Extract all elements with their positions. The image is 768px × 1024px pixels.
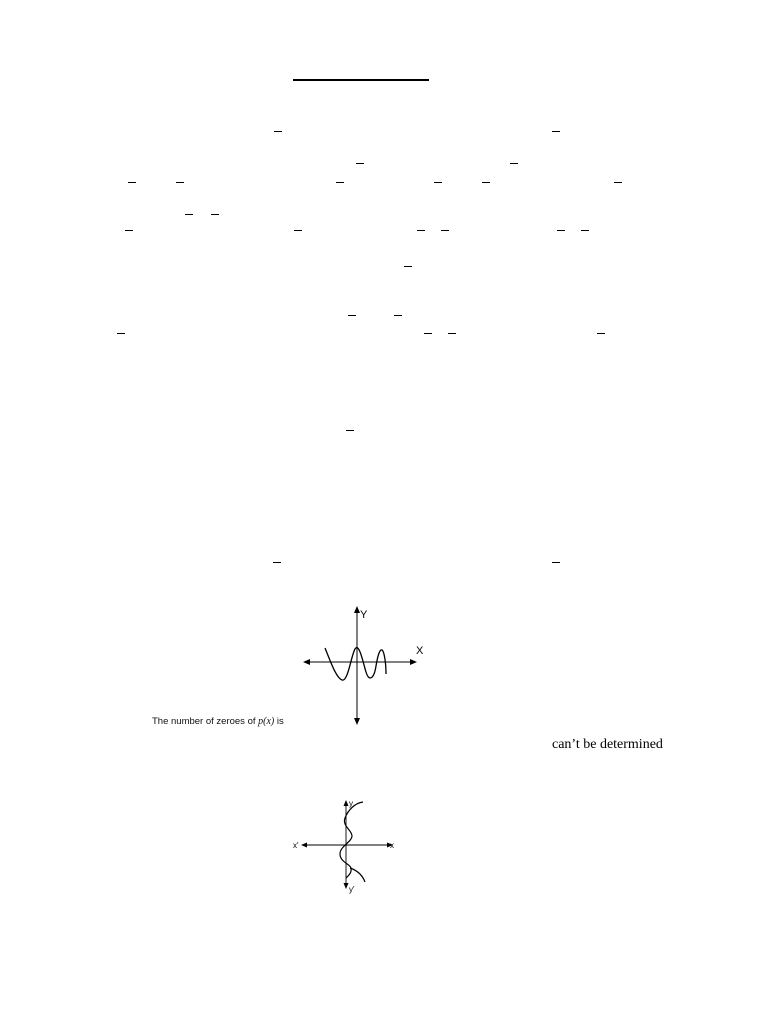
caption-text: The number of zeroes of xyxy=(152,716,259,727)
x-axis xyxy=(303,659,417,665)
polynomial-graph-2 xyxy=(290,796,402,896)
fraction-bar xyxy=(274,131,282,132)
fraction-bar xyxy=(434,182,442,183)
fraction-bar xyxy=(117,333,125,334)
fraction-bar xyxy=(404,266,412,267)
y-axis-label: y xyxy=(349,799,353,808)
y-axis xyxy=(354,606,360,725)
x-axis-label: X xyxy=(416,645,424,657)
fraction-bar xyxy=(356,163,364,164)
fraction-bar xyxy=(273,562,281,563)
fraction-bar xyxy=(510,163,518,164)
fraction-bar xyxy=(441,230,449,231)
fraction-bar xyxy=(557,230,565,231)
fraction-bar xyxy=(128,182,136,183)
fraction-bar xyxy=(482,182,490,183)
fraction-bar xyxy=(552,131,560,132)
fraction-bar xyxy=(614,182,622,183)
y-neg-axis-label: y' xyxy=(349,885,355,894)
fraction-bar xyxy=(125,230,133,231)
polynomial-graph-1 xyxy=(296,604,436,728)
fraction-bar xyxy=(185,214,193,215)
caption-text-end: is xyxy=(274,716,284,727)
polynomial-curve xyxy=(340,802,363,878)
fraction-bar xyxy=(448,333,456,334)
graph1-caption xyxy=(152,716,284,727)
fraction-bar xyxy=(348,315,356,316)
polynomial-curve xyxy=(325,648,386,681)
fraction-bar xyxy=(552,562,560,563)
fraction-bar xyxy=(581,230,589,231)
y-axis-label: Y xyxy=(360,609,368,621)
fraction-bar xyxy=(176,182,184,183)
title-underline xyxy=(293,79,429,81)
fraction-bar xyxy=(211,214,219,215)
fraction-bar xyxy=(417,230,425,231)
option-cant-be-determined: can’t be determined xyxy=(552,737,663,752)
fraction-bar xyxy=(424,333,432,334)
fraction-bar xyxy=(346,430,354,431)
fraction-bar xyxy=(394,315,402,316)
x-axis-label: x xyxy=(390,841,394,850)
caption-variable: p(x) xyxy=(258,716,275,727)
fraction-bar xyxy=(336,182,344,183)
fraction-bar xyxy=(597,333,605,334)
x-neg-axis-label: x' xyxy=(293,841,299,850)
polynomial-curve-tail xyxy=(350,868,365,882)
fraction-bar xyxy=(294,230,302,231)
